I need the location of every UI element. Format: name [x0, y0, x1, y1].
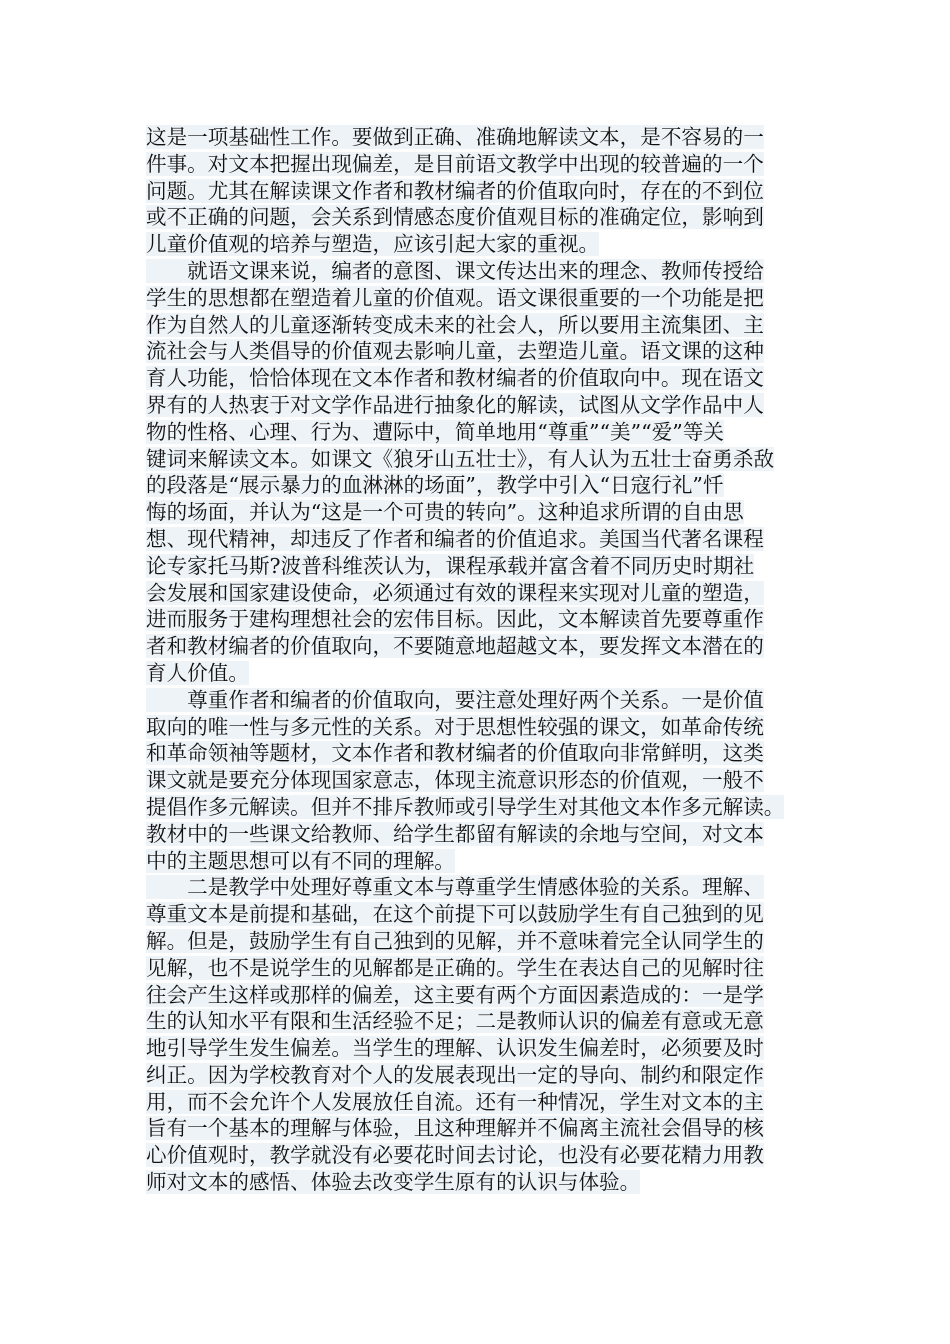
text-line-content: 者和教材编者的价值取向，不要随意地超越文本，要发挥文本潜在的 — [146, 634, 764, 659]
text-line-content: 和革命领袖等题材，文本作者和教材编者的价值取向非常鲜明，这类 — [146, 741, 764, 766]
text-line — [146, 660, 816, 687]
text-line — [146, 365, 816, 392]
text-line — [146, 982, 816, 1009]
text-line-content: 育人价值。 — [146, 660, 249, 685]
text-line — [146, 419, 816, 446]
text-line-content: 件事。对文本把握出现偏差，是目前语文教学中出现的较普遍的一个 — [146, 151, 764, 176]
text-line-content: 问题。尤其在解读课文作者和教材编者的价值取向时，存在的不到位 — [146, 178, 764, 203]
text-line-content: 提倡作多元解读。但并不排斥教师或引导学生对其他文本作多元解读。 — [146, 794, 785, 819]
text-line — [146, 901, 816, 928]
text-line — [146, 526, 816, 553]
text-line — [146, 472, 816, 499]
text-line — [146, 740, 816, 767]
text-line-content: 尊重文本是前提和基础，在这个前提下可以鼓励学生有自己独到的见 — [146, 902, 764, 927]
text-line — [146, 553, 816, 580]
text-line — [146, 606, 816, 633]
text-line-content: 的段落是“展示暴力的血淋淋的场面”，教学中引入“日寇行礼”忏 — [146, 473, 724, 498]
text-line-content: 见解，也不是说学生的见解都是正确的。学生在表达自己的见解时往 — [146, 955, 764, 980]
text-line-content: 旨有一个基本的理解与体验，且这种理解并不偏离主流社会倡导的核 — [146, 1116, 764, 1141]
text-line-content: 师对文本的感悟、体验去改变学生原有的认识与体验。 — [146, 1170, 641, 1195]
text-line-content: 取向的唯一性与多元性的关系。对于思想性较强的课文，如革命传统 — [146, 714, 764, 739]
text-line — [146, 687, 816, 714]
text-line — [146, 714, 816, 741]
text-line-content: 育人功能，恰恰体现在文本作者和教材编者的价值取向中。现在语文 — [146, 366, 764, 391]
text-line — [146, 1169, 816, 1196]
text-line-content: 儿童价值观的培养与塑造，应该引起大家的重视。 — [146, 232, 600, 257]
text-line — [146, 848, 816, 875]
text-line-content: 这是一项基础性工作。要做到正确、准确地解读文本，是不容易的一 — [146, 125, 764, 149]
text-line-content: 生的认知水平有限和生活经验不足；二是教师认识的偏差有意或无意 — [146, 1009, 764, 1034]
document-body-text — [146, 124, 816, 1196]
text-line — [146, 312, 816, 339]
text-line-content: 尊重作者和编者的价值取向，要注意处理好两个关系。一是价值 — [146, 687, 764, 712]
text-line-content: 教材中的一些课文给教师、给学生都留有解读的余地与空间，对文本 — [146, 821, 764, 846]
text-line — [146, 1062, 816, 1089]
text-line — [146, 874, 816, 901]
text-line-content: 学生的思想都在塑造着儿童的价值观。语文课很重要的一个功能是把 — [146, 285, 764, 310]
text-line-content: 进而服务于建构理想社会的宏伟目标。因此，文本解读首先要尊重作 — [146, 607, 764, 632]
text-line — [146, 928, 816, 955]
text-line — [146, 580, 816, 607]
text-line — [146, 499, 816, 526]
text-line — [146, 1089, 816, 1116]
text-line — [146, 821, 816, 848]
text-line — [146, 1008, 816, 1035]
text-line-content: 心价值观时，教学就没有必要花时间去讨论，也没有必要花精力用教 — [146, 1143, 764, 1168]
text-line — [146, 392, 816, 419]
text-line — [146, 633, 816, 660]
text-line-content: 作为自然人的儿童逐渐转变成未来的社会人，所以要用主流集团、主 — [146, 312, 764, 337]
text-line-content: 物的性格、心理、行为、遭际中，简单地用“尊重”“美”“爱”等关 — [146, 419, 725, 444]
text-line-content: 就语文课来说，编者的意图、课文传达出来的理念、教师传授给 — [146, 258, 764, 283]
text-line-content: 流社会与人类倡导的价值观去影响儿童，去塑造儿童。语文课的这种 — [146, 339, 764, 364]
text-line-content: 中的主题思想可以有不同的理解。 — [146, 848, 455, 873]
text-line-content: 解。但是，鼓励学生有自己独到的见解，并不意味着完全认同学生的 — [146, 928, 764, 953]
text-line-content: 二是教学中处理好尊重文本与尊重学生情感体验的关系。理解、 — [146, 875, 764, 900]
text-line-content: 论专家托马斯?波普科维茨认为，课程承载并富含着不同历史时期社 — [146, 553, 755, 578]
text-line-content: 或不正确的问题，会关系到情感态度价值观目标的准确定位，影响到 — [146, 205, 764, 230]
text-line-content: 地引导学生发生偏差。当学生的理解、认识发生偏差时，必须要及时 — [146, 1036, 764, 1061]
text-line-content: 纠正。因为学校教育对个人的发展表现出一定的导向、制约和限定作 — [146, 1062, 764, 1087]
text-line — [146, 178, 816, 205]
text-line — [146, 204, 816, 231]
text-line — [146, 285, 816, 312]
text-line-content: 界有的人热衷于对文学作品进行抽象化的解读，试图从文学作品中人 — [146, 392, 764, 417]
text-line — [146, 1115, 816, 1142]
text-line-content: 课文就是要充分体现国家意志，体现主流意识形态的价值观，一般不 — [146, 768, 764, 793]
text-line-content: 往会产生这样或那样的偏差，这主要有两个方面因素造成的：一是学 — [146, 982, 764, 1007]
text-line-content: 用，而不会允许个人发展放任自流。还有一种情况，学生对文本的主 — [146, 1089, 764, 1114]
text-line-content: 想、现代精神，却违反了作者和编者的价值追求。美国当代著名课程 — [146, 526, 764, 551]
text-line — [146, 1035, 816, 1062]
text-line-content: 悔的场面，并认为“这是一个可贵的转向”。这种追求所谓的自由思 — [146, 500, 744, 525]
text-line — [146, 151, 816, 178]
text-line — [146, 955, 816, 982]
text-line — [146, 124, 816, 151]
text-line — [146, 767, 816, 794]
text-line-content: 键词来解读文本。如课文《狼牙山五壮士》，有人认为五壮士奋勇杀敌 — [146, 446, 775, 471]
text-line — [146, 1142, 816, 1169]
text-line — [146, 794, 816, 821]
text-line-content: 会发展和国家建设使命，必须通过有效的课程来实现对儿童的塑造， — [146, 580, 764, 605]
text-line — [146, 231, 816, 258]
text-line — [146, 258, 816, 285]
text-line — [146, 446, 816, 473]
text-line — [146, 338, 816, 365]
